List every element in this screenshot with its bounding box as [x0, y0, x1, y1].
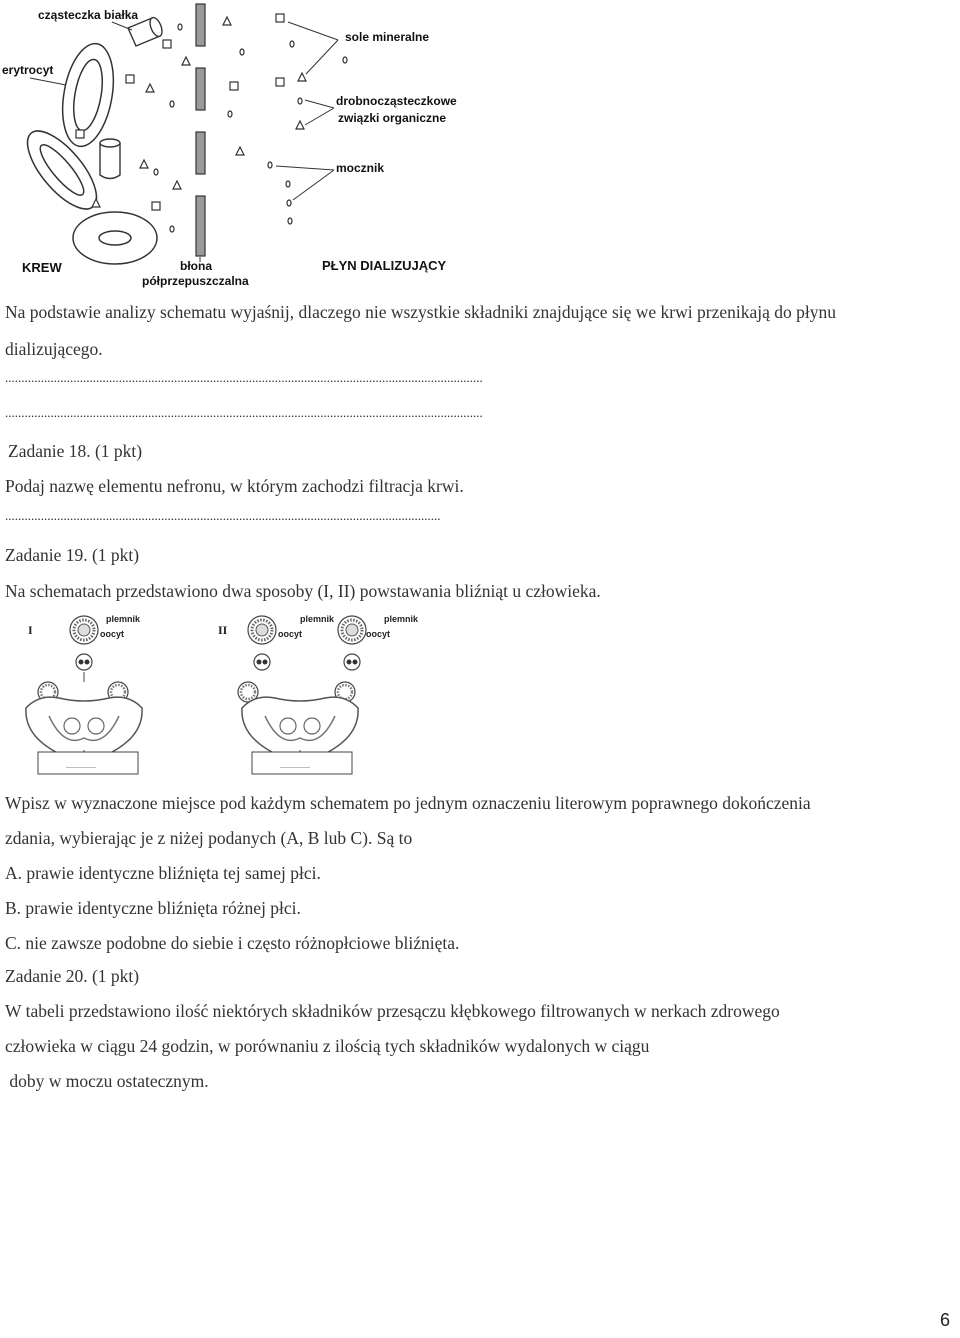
question19-instruction-1: Wpisz w wyznaczone miejsce pod każdym schematem po jednym oznaczeniu literowym poprawnego dokończenia: [5, 793, 811, 813]
answer-line: ......................................................................................................................................: [5, 508, 441, 523]
sperm-label: plemnik: [106, 614, 141, 624]
option-A: A. prawie identyczne bliźnięta tej samej płci.: [5, 863, 321, 883]
answer-line: ...................................................................................................................................................: [5, 405, 483, 420]
dialysis-diagram: [0, 0, 500, 290]
question19-instruction-2: zdania, wybierając je z niżej podanych (A, B lub C). Są to: [5, 828, 413, 848]
label-membrane-2: półprzepuszczalna: [142, 274, 249, 288]
question17-line1: Na podstawie analizy schematu wyjaśnij, dlaczego nie wszystkie składniki znajdujące się we krwi przenikają do płynu: [5, 302, 836, 322]
question19-text: Na schematach przedstawiono dwa sposoby (I, II) powstawania bliźniąt u człowieka.: [5, 581, 601, 601]
question20-line3: doby w moczu ostatecznym.: [5, 1071, 209, 1091]
sperm-label: plemnik: [300, 614, 335, 624]
question18-title: Zadanie 18. (1 pkt): [8, 441, 143, 461]
option-B: B. prawie identyczne bliźnięta różnej płci.: [5, 898, 301, 918]
label-membrane-1: błona: [180, 259, 212, 273]
answer-box-II-dots: ...............: [280, 761, 310, 770]
label-salts: sole mineralne: [345, 30, 430, 44]
oocyte-label: oocyt: [278, 629, 303, 639]
question18-text: Podaj nazwę elementu nefronu, w którym zachodzi filtracja krwi.: [5, 476, 464, 496]
erythrocyte-bottom-shape: [73, 212, 157, 264]
oocyte-label: oocyt: [366, 629, 391, 639]
label-organic-1: drobnocząsteczkowe: [336, 94, 457, 108]
scheme-II-label: II: [218, 623, 228, 637]
twins-diagram: [0, 610, 460, 780]
question17-line2: dializującego.: [5, 339, 103, 359]
option-C: C. nie zawsze podobne do siebie i często różnopłciowe bliźnięta.: [5, 933, 460, 953]
answer-box-I-dots: ...............: [66, 761, 96, 770]
label-protein: cząsteczka białka: [38, 8, 139, 22]
protein-molecule-shape: [100, 16, 164, 179]
question20-line1: W tabeli przedstawiono ilość niektórych składników przesączu kłębkowego filtrowanych w nerkach zdrowego: [5, 1001, 780, 1021]
question20-title: Zadanie 20. (1 pkt): [5, 966, 140, 986]
sperm-label: plemnik: [384, 614, 419, 624]
question19-title: Zadanie 19. (1 pkt): [5, 545, 140, 565]
scheme-I-label: I: [28, 623, 33, 637]
label-urea: mocznik: [336, 161, 385, 175]
label-organic-2: związki organiczne: [338, 111, 447, 125]
label-blood: KREW: [22, 260, 62, 275]
semipermeable-membrane: [196, 4, 205, 256]
question20-line2: człowieka w ciągu 24 godzin, w porównaniu z ilością tych składników wydalonych w ciągu: [5, 1036, 650, 1056]
oocyte-label: oocyt: [100, 629, 125, 639]
label-fluid: PŁYN DIALIZUJĄCY: [322, 258, 447, 273]
label-erythrocyte: erytrocyt: [2, 63, 54, 77]
erythrocyte-shape: [55, 40, 120, 151]
answer-line: ...................................................................................................................................................: [5, 370, 483, 385]
page-number: 6: [939, 1310, 950, 1330]
